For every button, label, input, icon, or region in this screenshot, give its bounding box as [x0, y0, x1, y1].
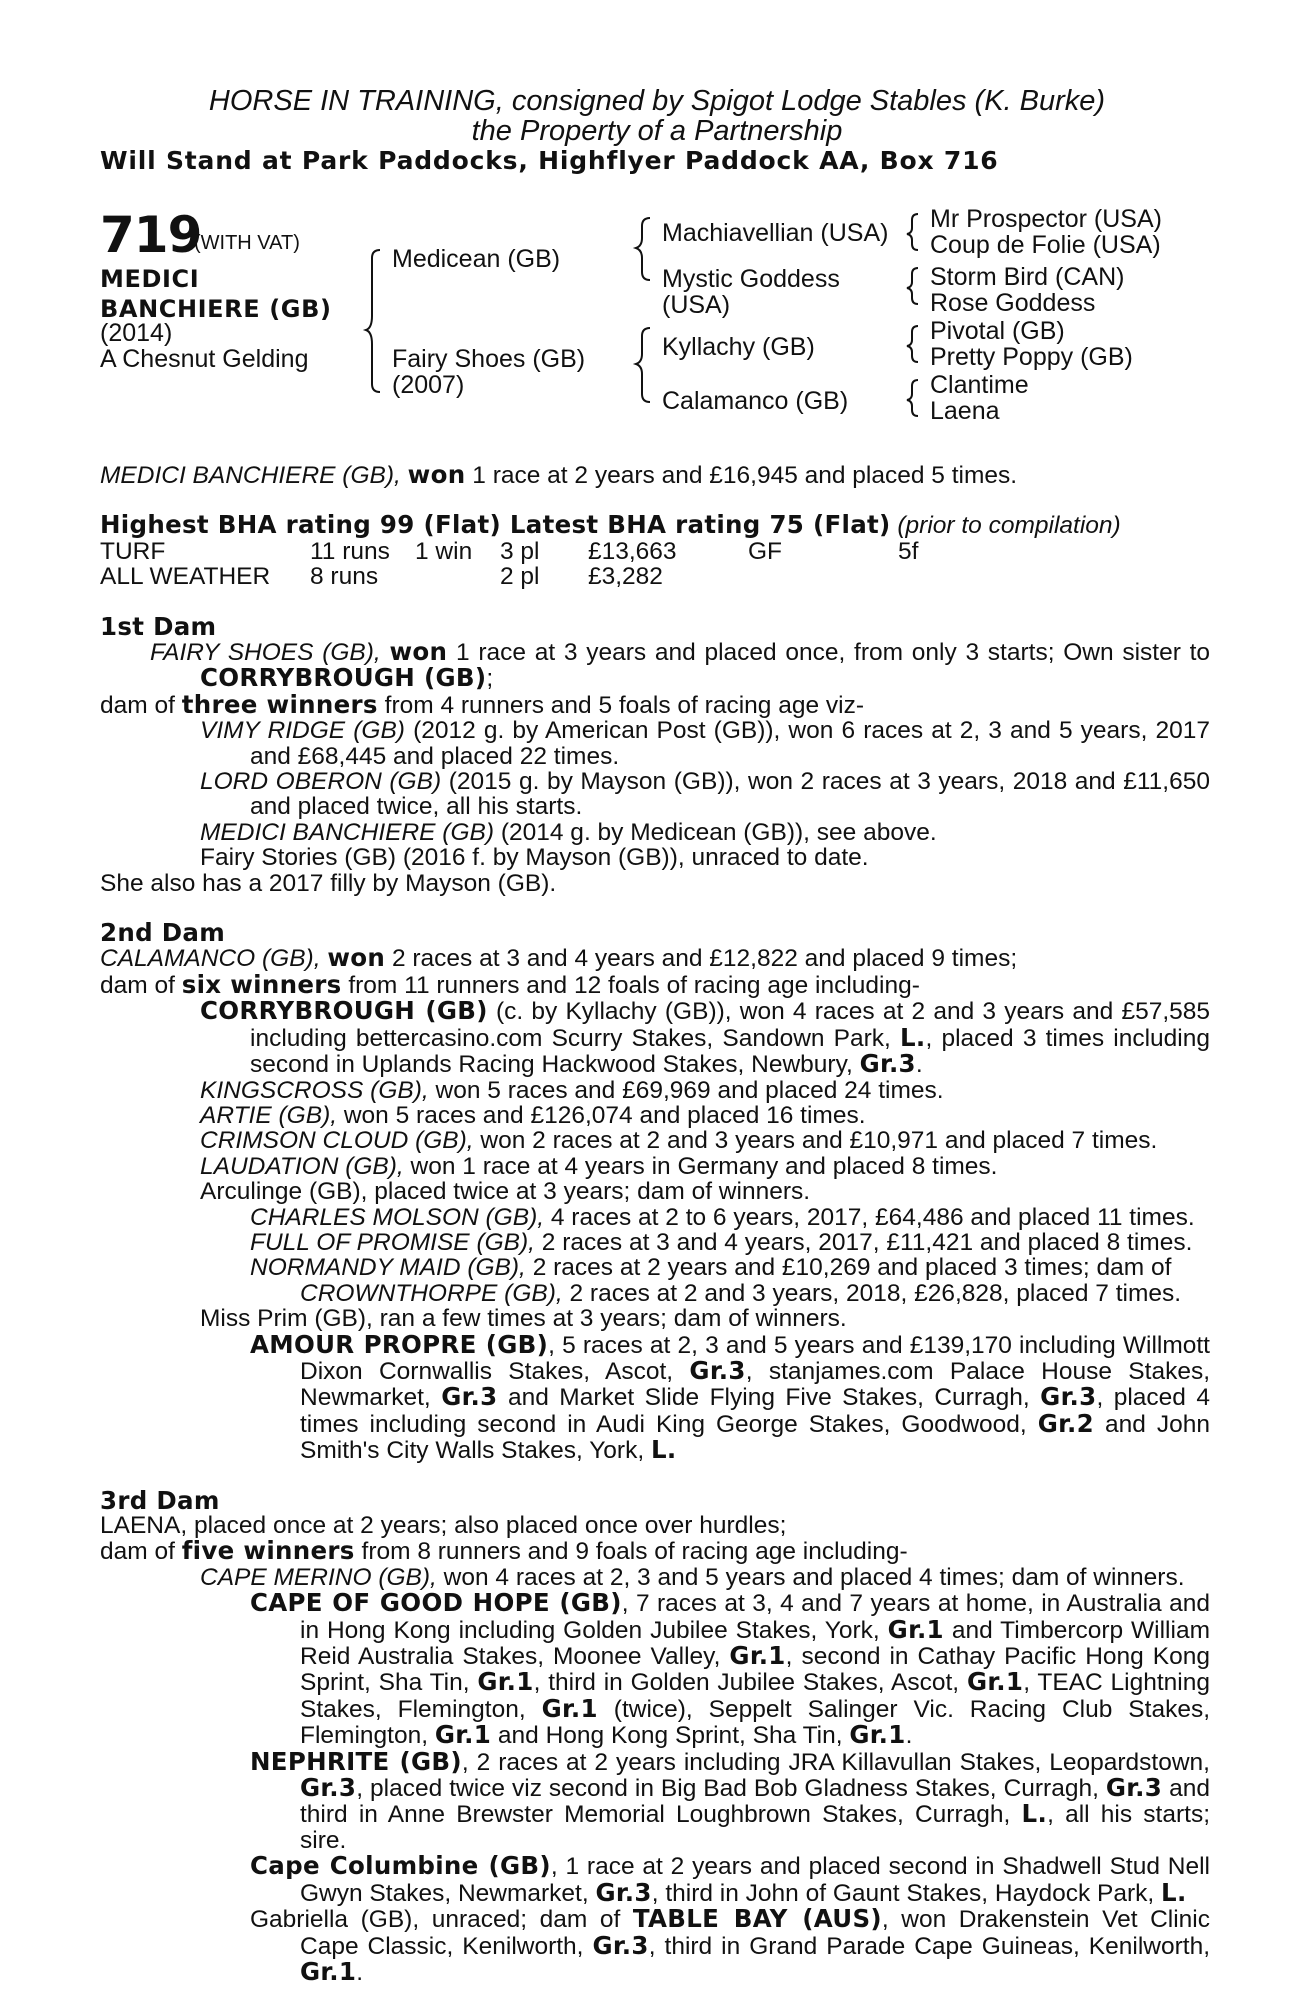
sire-dam-line1: Mystic Goddess — [662, 265, 840, 293]
first-dam-record: FAIRY SHOES (GB), won 1 race at 3 years and placed once, from only 3 starts; Own sister to CORRYBROUGH (GB); — [150, 637, 1211, 693]
ancestor-4: Rose Goddess — [930, 289, 1096, 317]
horse-description: A Chesnut Gelding — [100, 345, 309, 373]
ancestor-5: Pivotal (GB) — [930, 317, 1065, 345]
turf-record: TURF 11 runs 1 win 3 pl £13,663 GF 5f — [100, 537, 919, 565]
brace-g2 — [907, 268, 918, 304]
race-summary: MEDICI BANCHIERE (GB), won 1 race at 2 years and £16,945 and placed 5 times. — [100, 460, 1018, 489]
third-dam-heading: 3rd Dam — [100, 1485, 220, 1515]
produce-charles-molson: CHARLES MOLSON (GB), 4 races at 2 to 6 years, 2017, £64,486 and placed 11 times. — [250, 1203, 1195, 1231]
brace-dam — [636, 328, 650, 402]
first-dam-heading: 1st Dam — [100, 611, 217, 641]
produce-vimy-ridge: VIMY RIDGE (GB) (2012 g. by American Post (GB)), won 6 races at 2, 3 and 5 years, 2017 and £68,445 and placed 22 times. — [200, 717, 1210, 770]
third-dam-record: LAENA, placed once at 2 years; also placed once over hurdles; — [100, 1512, 787, 1539]
produce-miss-prim: Miss Prim (GB), ran a few times at 3 years; dam of winners. — [200, 1305, 847, 1333]
brace-g1 — [907, 214, 918, 250]
brace-g3 — [907, 326, 918, 362]
bha-ratings: Highest BHA rating 99 (Flat) Latest BHA rating 75 (Flat) (prior to compilation) — [100, 510, 1121, 540]
produce-artie: ARTIE (GB), won 5 races and £126,074 and placed 16 times. — [200, 1101, 866, 1129]
dam-dam: Calamanco (GB) — [662, 387, 849, 415]
brace-g4 — [907, 380, 918, 416]
lot-number: 719 — [100, 206, 202, 264]
foaling-year: (2014) — [100, 319, 173, 347]
dam-name: Fairy Shoes (GB) — [392, 345, 586, 373]
all-weather-record: ALL WEATHER 8 runs 2 pl £3,282 — [100, 563, 663, 591]
second-dam-produce: dam of six winners from 11 runners and 12 foals of racing age including- — [100, 969, 920, 999]
second-dam-record: CALAMANCO (GB), won 2 races at 3 and 4 years and £12,822 and placed 9 times; — [100, 943, 1018, 973]
produce-full-of-promise: FULL OF PROMISE (GB), 2 races at 3 and 4 years, 2017, £11,421 and placed 8 times. — [250, 1228, 1193, 1256]
first-dam-produce: dam of three winners from 4 runners and 5 foals of racing age viz- — [100, 689, 864, 719]
third-dam-produce: dam of five winners from 8 runners and 9 foals of racing age including- — [100, 1536, 908, 1566]
produce-2017-filly: She also has a 2017 filly by Mayson (GB). — [100, 869, 557, 897]
produce-arculinge: Arculinge (GB), placed twice at 3 years; dam of winners. — [200, 1178, 811, 1206]
second-dam-heading: 2nd Dam — [100, 918, 226, 948]
produce-fairy-stories: Fairy Stories (GB) (2016 f. by Mayson (GB)), unraced to date. — [200, 844, 869, 872]
produce-corrybrough: CORRYBROUGH (GB) (c. by Kyllachy (GB)), won 4 races at 2 and 3 years and £57,585 including bettercasino.com Scurry Stakes, Sandown Park, L., placed 3 times including second in Uplands Racing Hackwood Stakes, Newbury, Gr.3. — [200, 996, 1211, 1079]
produce-cape-merino: CAPE MERINO (GB), won 4 races at 2, 3 and 5 years and placed 4 times; dam of winners. — [200, 1563, 1185, 1591]
dam-year: (2007) — [392, 371, 465, 399]
ancestor-8: Laena — [930, 397, 1000, 425]
stand-location: Will Stand at Park Paddocks, Highflyer Paddock AA, Box 716 — [100, 146, 999, 175]
ancestor-7: Clantime — [930, 371, 1029, 399]
produce-lord-oberon: LORD OBERON (GB) (2015 g. by Mayson (GB)), won 2 races at 3 years, 2018 and £11,650 and placed twice, all his starts. — [200, 768, 1210, 821]
consignor-line: HORSE IN TRAINING, consigned by Spigot Lodge Stables (K. Burke) — [208, 85, 1106, 117]
sire-dam-line2: (USA) — [662, 291, 731, 319]
sire-sire: Machiavellian (USA) — [662, 219, 889, 247]
produce-medici-banchiere: MEDICI BANCHIERE (GB) (2014 g. by Medicean (GB)), see above. — [200, 818, 937, 846]
dam-sire: Kyllachy (GB) — [662, 333, 815, 361]
produce-gabriella: Gabriella (GB), unraced; dam of TABLE BAY (AUS), won Drakenstein Vet Clinic Cape Classic, Kenilworth, Gr.3, third in Grand Parade Cape Guineas, Kenilworth, Gr.1. — [250, 1904, 1210, 1986]
produce-cape-columbine: Cape Columbine (GB), 1 race at 2 years and placed second in Shadwell Stud Nell Gwyn Stakes, Newmarket, Gr.3, third in John of Gaunt Stakes, Haydock Park, L. — [250, 1851, 1210, 1907]
produce-crimson-cloud: CRIMSON CLOUD (GB), won 2 races at 2 and 3 years and £10,971 and placed 7 times. — [200, 1127, 1158, 1155]
produce-crownthorpe: CROWNTHORPE (GB), 2 races at 2 and 3 years, 2018, £26,828, placed 7 times. — [300, 1279, 1182, 1307]
ancestor-6: Pretty Poppy (GB) — [930, 343, 1133, 371]
ancestor-2: Coup de Folie (USA) — [930, 231, 1161, 259]
ancestor-1: Mr Prospector (USA) — [930, 205, 1162, 233]
vat-note: (WITH VAT) — [194, 232, 300, 254]
produce-laudation: LAUDATION (GB), won 1 race at 4 years in Germany and placed 8 times. — [200, 1152, 998, 1180]
ancestor-3: Storm Bird (CAN) — [930, 263, 1125, 291]
horse-name-line1: MEDICI — [100, 265, 200, 293]
sire-name: Medicean (GB) — [392, 245, 561, 273]
catalogue-body — [100, 462, 1210, 1985]
property-line: the Property of a Partnership — [471, 115, 843, 147]
produce-amour-propre: AMOUR PROPRE (GB), 5 races at 2, 3 and 5 years and £139,170 including Willmott Dixon Cornwallis Stakes, Ascot, Gr.3, stanjames.com Palace House Stakes, Newmarket, Gr.3 and Market Slide Flying Five Stakes, Curragh, Gr.3, placed 4 times including second in Audi King George Stakes, Goodwood, Gr.2 and John Smith's City Walls Stakes, York, L. — [250, 1329, 1211, 1465]
horse-name-line2: BANCHIERE (GB) — [100, 295, 332, 323]
brace-sire — [636, 218, 650, 280]
produce-nephrite: NEPHRITE (GB), 2 races at 2 years including JRA Killavullan Stakes, Leopardstown, Gr.3, placed twice viz second in Big Bad Bob Gladness Stakes, Curragh, Gr.3 and third in Anne Brewster Memorial Loughbrown Stakes, Curragh, L., all his starts; sire. — [250, 1746, 1211, 1854]
produce-cape-of-good-hope: CAPE OF GOOD HOPE (GB), 7 races at 3, 4 and 7 years at home, in Australia and in Hong Kong including Golden Jubilee Stakes, York, Gr.1 and Timbercorp William Reid Australia Stakes, Moonee Valley, Gr.1, second in Cathay Pacific Hong Kong Sprint, Sha Tin, Gr.1, third in Golden Jubilee Stakes, Ascot, Gr.1, TEAC Lightning Stakes, Flemington, Gr.1 (twice), Seppelt Salinger Vic. Racing Club Stakes, Flemington, Gr.1 and Hong Kong Sprint, Sha Tin, Gr.1. — [250, 1588, 1211, 1750]
produce-normandy-maid: NORMANDY MAID (GB), 2 races at 2 years and £10,269 and placed 3 times; dam of — [250, 1254, 1172, 1282]
brace-main — [366, 250, 380, 392]
produce-kingscross: KINGSCROSS (GB), won 5 races and £69,969 and placed 24 times. — [200, 1076, 944, 1104]
